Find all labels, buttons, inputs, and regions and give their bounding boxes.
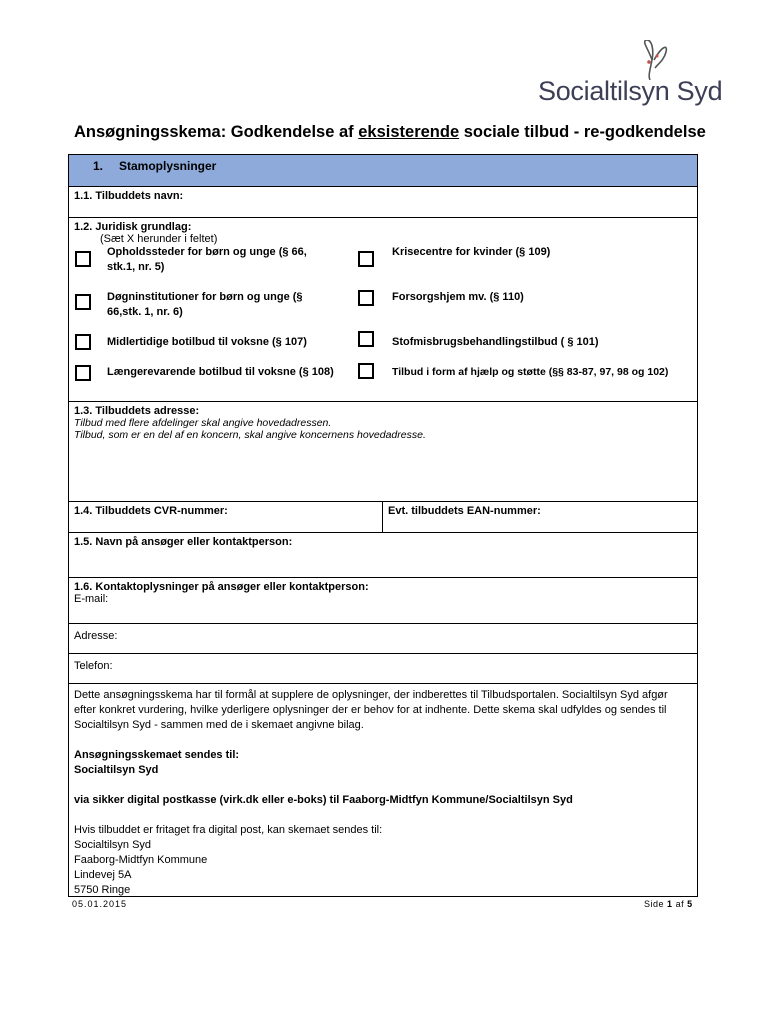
application-form [68, 154, 698, 897]
address-note: Tilbud, som er en del af en koncern, skal angive koncernens hovedadresse. [74, 429, 426, 441]
postal-address-line: Lindevej 5A [74, 869, 132, 881]
address-label: 1.3. Tilbuddets adresse: [74, 405, 200, 417]
field-offer-name[interactable]: 1.1. Tilbuddets navn: [69, 187, 697, 218]
option-label: Tilbud i form af hjælp og støtte (§§ 83-87, 97, 98 og 102) [392, 366, 669, 378]
field-legal-basis [69, 218, 697, 402]
legal-basis-label: 1.2. Juridisk grundlag: [74, 221, 192, 233]
digital-post-instruction: via sikker digital postkasse (virk.dk eller e-boks) til Faaborg-Midtfyn Kommune/Socialtilsyn Syd [74, 794, 573, 806]
legal-basis-options [74, 245, 692, 393]
checkbox-krisecentre[interactable] [358, 251, 374, 267]
logo [538, 40, 723, 110]
option-label: Stofmisbrugsbehandlingstilbud ( § 101) [392, 336, 599, 348]
option-label: Længerevarende botilbud til voksne (§ 108) [107, 366, 334, 378]
footer-date: 05.01.2015 [72, 899, 128, 909]
field-cvr[interactable]: 1.4. Tilbuddets CVR-nummer: [69, 502, 383, 532]
option-label: Forsorgshjem mv. (§ 110) [392, 291, 524, 303]
section-number: 1. [93, 159, 104, 173]
checkbox-doegninstitutioner[interactable] [75, 294, 91, 310]
section-header [69, 155, 697, 187]
legal-basis-hint: (Sæt X herunder i feltet) [100, 233, 218, 245]
postal-address-line: 5750 Ringe [74, 884, 131, 896]
contact-label: 1.6. Kontaktoplysninger på ansøger eller kontaktperson: [74, 581, 369, 593]
info-section [69, 684, 697, 896]
option-label: Opholdssteder for børn og unge (§ 66, stk.1, nr. 5) [107, 246, 307, 273]
postal-address-line: Socialtilsyn Syd [74, 839, 152, 851]
exempt-instruction: Hvis tilbuddet er fritaget fra digital post, kan skemaet sendes til: [74, 824, 383, 836]
field-cvr-ean [69, 502, 697, 533]
option-label: Døgninstitutioner for børn og unge (§ 66,stk. 1, nr. 6) [107, 291, 303, 318]
send-to-name: Socialtilsyn Syd [74, 764, 159, 776]
send-to-label: Ansøgningsskemaet sendes til: [74, 749, 240, 761]
checkbox-stofmisbrug[interactable] [358, 331, 374, 347]
option-label: Midlertidige botilbud til voksne (§ 107) [107, 336, 307, 348]
field-contact-phone[interactable]: Telefon: [69, 654, 697, 684]
section-label: Stamoplysninger [119, 159, 217, 173]
field-contact-address[interactable]: Adresse: [69, 624, 697, 654]
checkbox-laengerevarende[interactable] [75, 365, 91, 381]
checkbox-forsorgshjem[interactable] [358, 290, 374, 306]
email-label: E-mail: [74, 593, 109, 605]
field-contact-email[interactable] [69, 578, 697, 624]
field-offer-address[interactable] [69, 402, 697, 502]
checkbox-hjaelp-stoette[interactable] [358, 363, 374, 379]
checkbox-opholdssteder[interactable] [75, 251, 91, 267]
postal-address-line: Faaborg-Midtfyn Kommune [74, 854, 208, 866]
info-intro: Dette ansøgningsskema har til formål at supplere de oplysninger, der indberettes til Tilbudsportalen. Socialtilsyn Syd afgør efter konkret vurdering, hvilke yderligere oplysninger der er behov for at indhente. Dette skema skal udfyldes og sendes til Socialtilsyn Syd - sammen med de i skemaet angivne bilag. [74, 689, 668, 731]
field-ean[interactable]: Evt. tilbuddets EAN-nummer: [388, 505, 541, 517]
checkbox-midlertidige[interactable] [75, 334, 91, 350]
field-applicant-name[interactable]: 1.5. Navn på ansøger eller kontaktperson: [69, 533, 697, 578]
footer-page-number: Side 1 af 5 [644, 899, 693, 909]
logo-text: Socialtilsyn Syd [538, 76, 723, 106]
address-note: Tilbud med flere afdelinger skal angive hovedadressen. [74, 417, 332, 429]
option-label: Krisecentre for kvinder (§ 109) [392, 246, 551, 258]
page-title: Ansøgningsskema: Godkendelse af eksisterende sociale tilbud - re-godkendelse [74, 123, 706, 141]
logo-figure-icon [622, 40, 682, 80]
